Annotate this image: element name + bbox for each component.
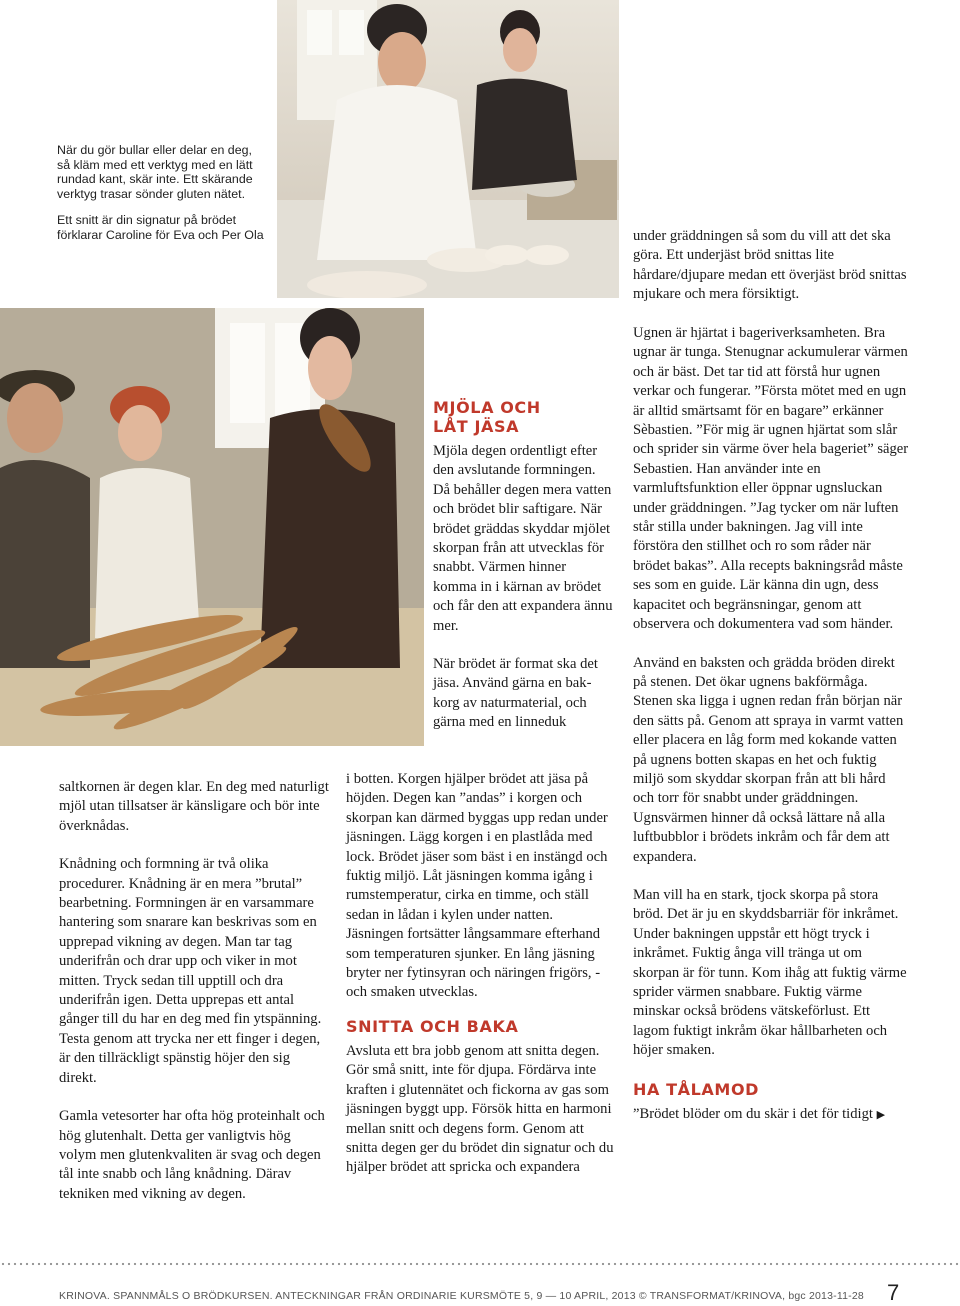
section-jasa-cont [346, 770, 614, 1178]
paragraph-knadning: Knådning och formning är två olika procedurer. Knådning är en mera ”brutal” bearbetning. Formningen är en varsammare hantering som snarare kan beskrivas som en upprepad vikning av degen. Man tar tag underifrån och drar upp och viker in mot mitten. Tryck sedan till upptill och dra underifrån igen. Detta upprepas ett antal gånger till du har en deg med fin ytspänning. Testa genom att trycka ner ett finger i degen, är den tillräckligt spänstig höjer den sig direkt. [59, 856, 322, 1086]
section-mjola [433, 398, 613, 733]
paragraph-ugnen: Ugnen är hjärtat i bageriverksamheten. Bra ugnar är tunga. Stenugnar ackumulerar värmen och är bäst. Det tar tid att förstå hur ugnen verkar och fungerar. ”Första mötet med en ugn är alltid smärtsamt för en bagare” erkänner Sèbastien. ”För mig är ugnen hjärtat som slår och sprider sin värme över hela bageriet” säger Sebastien. Han använder inte en varmluftsfunktion eller öppnar ugnsluckan under gräddningen. ”Jag tycker om när luften står stilla under bakningen. Jag vill inte förstöra den stillhet och ro som råder när brödet bakas”. Alla recepts bakningsråd måste ses som en guide. Lär känna din ugn, dess kapacitet och begränsningar, genom att observera och dokumentera vad som händer. [633, 325, 909, 633]
paragraph-mjola: Mjöla degen ordentligt efter den avslutande formningen. Då behåller degen mera vatten och brödet blir saftigare. När brödet gräddas skyddar mjölet skorpan från att utvecklas för snabbt. Värmen hinner komma in i kärnan av brödet och får den att expandera ännu mer. [433, 443, 613, 634]
paragraph-jasa: i botten. Korgen hjälper brödet att jäsa på höjden. Degen kan ”andas” i korgen och skorpan kan därmed byggas upp redan under jäsningen. Lägg korgen i en plastlåda med lock. Brödet jäser som bäst i en instängd och fuktig miljö. Låt jäsningen komma igång i rumstemperatur, cirka en timme, och ställ sedan in lådan i kylen under natten. Jäsningen fortsätter långsammare efterhand som temperaturen sjunker. En lång jäsning bryter ner fytinsyran och näringen frigörs, - och smaken utvecklas. [346, 771, 608, 1001]
paragraph-baksten: Använd en baksten och grädda bröden direkt på stenen. Det ökar ugnens bakförmåga. Stenen ska ligga i ugnen redan från början när den sätts på. Genom att spraya in varmt vatten eller placera en låg form med kokande vatten på ugnens botten skapas en het och fuktig miljö som skyddar skorpan från att bli hård och torr för snabbt under gräddningen. Ugnsvärmen hinner då också lättare nå alla luftbubblor i brödets inkråm och får dem att expandera. [633, 654, 904, 865]
paragraph-talamod [633, 1105, 909, 1124]
page-number: 7 [887, 1280, 900, 1305]
right-column [633, 324, 909, 1124]
paragraph-scoring-depth: under gräddningen så som du vill att det ska göra. Ett underjäst bröd snittas lite hårdare/djupare medan ett överjäst bröd snittas mjukare och mera försiktigt. [633, 228, 907, 303]
heading-mjola: MJÖLA OCH LÅT JÄSA [433, 398, 541, 436]
photo-illustration [277, 0, 619, 298]
photo-bakers-shaping-dough [277, 0, 619, 298]
left-column [59, 778, 331, 1223]
caption-dough-tool: När du gör bullar eller delar en deg, så kläm med ett verktyg med en lätt rundad kant, skär inte. Ett skärande verktyg trasar sönder gluten nätet. [57, 143, 253, 201]
paragraph-salt: saltkornen är degen klar. En deg med naturligt mjöl utan tillsatser är känsligare och bör inte överknådas. [59, 779, 329, 834]
talamod-text: ”Brödet blöder om du skär i det för tidigt [633, 1105, 873, 1122]
right-top-text [633, 227, 908, 305]
caption-signature-cut: Ett snitt är din signatur på brödet förklarar Caroline för Eva och Per Ola [57, 213, 264, 242]
continue-arrow-icon: ▶ [876, 1107, 886, 1121]
heading-talamod: HA TÅLAMOD [633, 1079, 760, 1099]
paragraph-snitta: Avsluta ett bra jobb genom att snitta degen. Gör små snitt, inte för djupa. Fördärva inte kraften i glutennätet och fickorna av gas som jäsningen byggt upp. Försök hitta en harmoni mellan snitt och degens form. Genom att snitta degen ger du brödet din signatur och du hjälper brödet att spricka och expandera [346, 1042, 614, 1176]
photo-illustration-2 [0, 308, 424, 746]
captions [57, 143, 265, 255]
footer-text: KRINOVA. SPANNMÅLS O BRÖDKURSEN. ANTECKNINGAR FRÅN ORDINARIE KURSMÖTE 5, 9 — 10 APRIL, 2013 © TRANSFORMAT/KRINOVA, bgc 2013-11-28 [59, 1290, 864, 1302]
photo-teacher-with-students [0, 308, 424, 746]
paragraph-vetesorter: Gamla vetesorter har ofta hög proteinhalt och hög glutenhalt. Detta ger vanligtvis hög volym men glutenkvaliten är svag och degen tål inte snabb och lång knådning. Därav tekniken med vikning av degen. [59, 1108, 325, 1202]
footer-divider [0, 1261, 960, 1267]
paragraph-skorpa: Man vill ha en stark, tjock skorpa på stora bröd. Det är ju en skyddsbarriär för inkråmet. Under bakningen uppstår ett högt tryck i inkråmet. Fuktig ånga vill tränga ut om skorpan är för tunn. Kom ihåg att fuktig värme sprider värmen snabbare. Fuktig värme minskar också brödens vätskeförlust. Ett lagom fuktigt inkråm ökar hållbarheten och höjer smaken. [633, 886, 907, 1059]
paragraph-jasa-intro: När brödet är format ska det jäsa. Använd gärna en bak-korg av naturmaterial, och gärna med en linneduk [433, 656, 598, 731]
heading-snitta: SNITTA OCH BAKA [346, 1016, 519, 1036]
